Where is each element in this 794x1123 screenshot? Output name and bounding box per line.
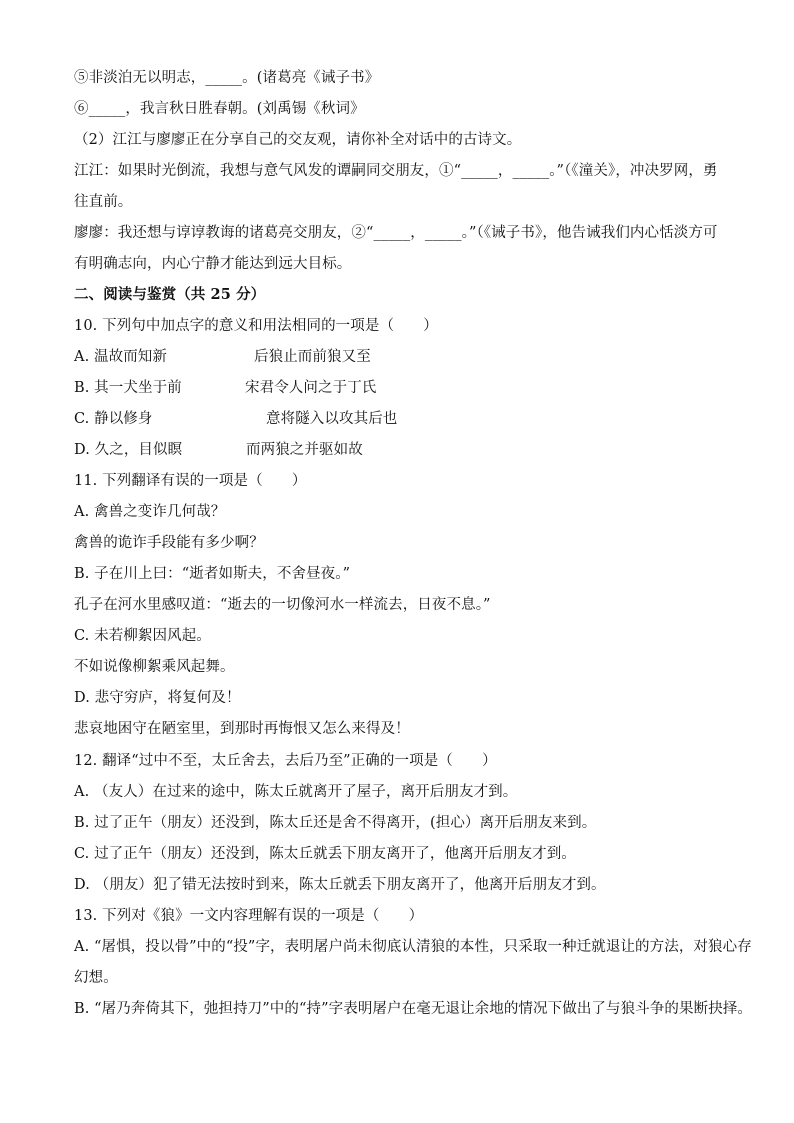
question-12-stem: 12. 翻译“过中不至，太丘舍去，去后乃至”正确的一项是（ ）: [74, 753, 497, 769]
question-13-option-b: B. “屠乃奔倚其下，弛担持刀”中的“持”字表明屠户在毫无退让余地的情况下做出了与狼斗争的果断抉择。: [74, 1001, 753, 1017]
option-d-left: D. 久之，目似瞑: [74, 442, 183, 458]
question-11-option-b-translation: 孔子在河水里感叹道：“逝去的一切像河水一样流去，日夜不息。”: [74, 597, 491, 613]
question-12-option-b: B. 过了正午（朋友）还没到，陈太丘还是舍不得离开，(担心）离开后朋友来到。: [74, 815, 597, 831]
fill-blank-6: ⑥_____，我言秋日胜春朝。(刘禹锡《秋词》: [74, 101, 365, 117]
option-d-right: 而两狼之并驱如故: [246, 442, 363, 458]
question-11-option-d-translation: 悲哀地困守在陋室里，到那时再悔恨又怎么来得及！: [74, 721, 410, 737]
question-12-option-c: C. 过了正午（朋友）还没到，陈太丘就丢下朋友离开了，他离开后朋友才到。: [74, 846, 576, 862]
fill-blank-5: ⑤非淡泊无以明志，_____。(诸葛亮《诫子书》: [74, 70, 380, 86]
question-10-option-a: [74, 347, 724, 367]
question-11-option-b: B. 子在川上曰：“逝者如斯夫，不舍昼夜。”: [74, 566, 351, 582]
question-13-option-a-cont: 幻想。: [74, 970, 118, 986]
question-11-option-d: D. 悲守穷庐，将复何及！: [74, 690, 241, 706]
dialogue-jiangjiang-cont: 往直前。: [74, 194, 133, 210]
question-12-option-d: D. （朋友）犯了错无法按时到来，陈太丘就丢下朋友离开了，他离开后朋友才到。: [74, 877, 606, 893]
dialogue-liaoliao: 廖廖：我还想与谆谆教诲的诸葛亮交朋友，②“_____，_____。”（《诫子书》，他告诫我们内心恬淡方可: [74, 225, 718, 241]
question-10-option-c: [74, 409, 724, 429]
dialogue-jiangjiang: 江江：如果时光倒流，我想与意气风发的谭嗣同交朋友，①“_____，_____。”（《潼关》，冲决罗网，勇: [74, 163, 718, 179]
option-b-left: B. 其一犬坐于前: [74, 380, 182, 396]
question-10-stem: 10. 下列句中加点字的意义和用法相同的一项是（ ）: [74, 318, 438, 334]
question-13-option-a: A. “屠惧，投以骨”中的“投”字，表明屠户尚未彻底认清狼的本性，只采取一种迁就退让的方法，对狼心存: [74, 939, 752, 955]
dialogue-liaoliao-cont: 有明确志向，内心宁静才能达到远大目标。: [74, 256, 352, 272]
option-a-left: A. 温故而知新: [74, 349, 167, 365]
question-11-stem: 11. 下列翻译有误的一项是（ ）: [74, 473, 307, 489]
question-10-option-b: [74, 378, 724, 398]
option-b-right: 宋君令人问之于丁氏: [245, 380, 377, 396]
question-10-option-d: [74, 440, 724, 460]
question-11-option-a: A. 禽兽之变诈几何哉？: [74, 504, 226, 520]
section-heading: 二、阅读与鉴赏（共 25 分）: [74, 286, 266, 303]
question-13-stem: 13. 下列对《狼》一文内容理解有误的一项是（ ）: [74, 908, 424, 924]
question-9-part-2: （2）江江与廖廖正在分享自己的交友观，请你补全对话中的古诗文。: [74, 132, 522, 148]
question-11-option-c-translation: 不如说像柳絮乘风起舞。: [74, 659, 235, 675]
option-a-right: 后狼止而前狼又至: [254, 349, 371, 365]
question-11-option-a-translation: 禽兽的诡诈手段能有多少啊？: [74, 535, 264, 551]
question-11-option-c: C. 未若柳絮因风起。: [74, 628, 211, 644]
option-c-right: 意将隧入以攻其后也: [266, 411, 398, 427]
option-c-left: C. 静以修身: [74, 411, 153, 427]
question-12-option-a: A. （友人）在过来的途中，陈太丘就离开了屋子，离开后朋友才到。: [74, 784, 518, 800]
